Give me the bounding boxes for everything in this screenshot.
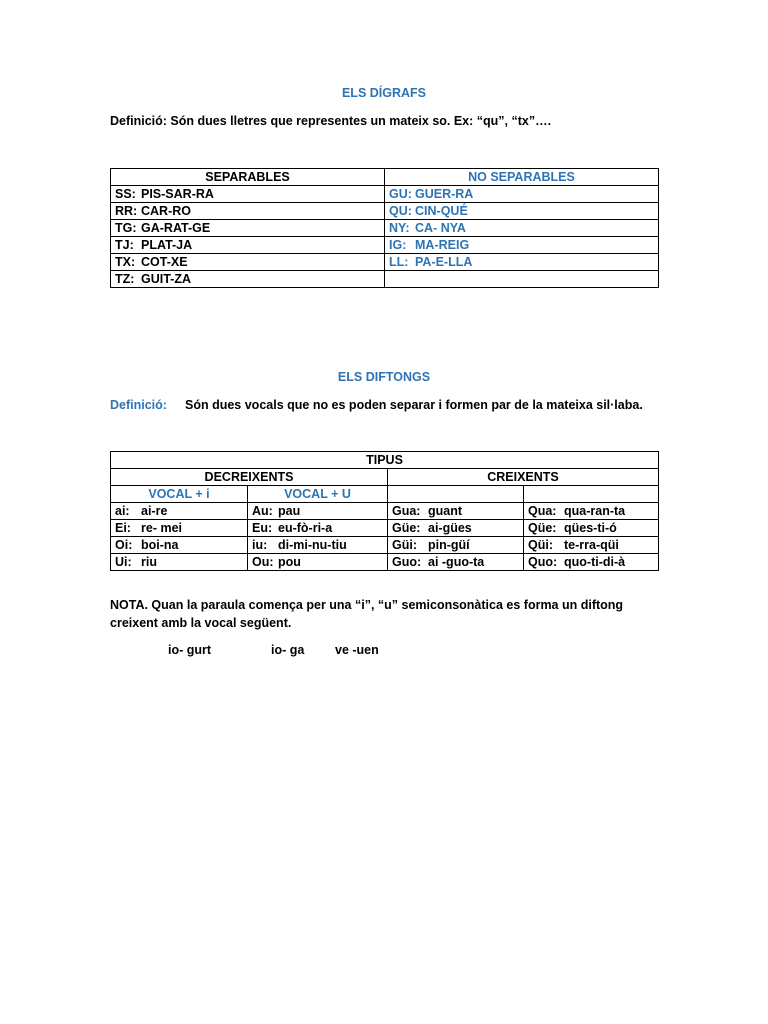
diphthong-cell — [524, 554, 659, 571]
example-word: qua-ran-ta — [564, 504, 626, 518]
example-word: CIN-QUÉ — [415, 204, 468, 218]
example-word: PA-E-LLA — [415, 255, 473, 269]
table-row — [111, 271, 659, 288]
diphthong-key: Güe: — [392, 521, 421, 535]
table-row — [111, 554, 659, 571]
diphthong-key: Ou: — [252, 555, 274, 569]
separable-cell — [111, 186, 385, 203]
table-row — [111, 254, 659, 271]
no-separables-header: NO SEPARABLES — [385, 169, 659, 186]
example-word: guant — [428, 504, 463, 518]
digraph-key: GU: — [389, 187, 412, 201]
digraph-key: TX: — [115, 255, 136, 269]
diphthong-key: Au: — [252, 504, 273, 518]
example-word-ioga: io- ga — [271, 643, 305, 657]
separables-header: SEPARABLES — [111, 169, 385, 186]
table-row — [111, 220, 659, 237]
example-word-iogurt: io- gurt — [168, 643, 212, 657]
example-word: te-rra-qüi — [564, 538, 619, 552]
diphthong-key: Ui: — [115, 555, 132, 569]
digraph-key: QU: — [389, 204, 412, 218]
example-word: GUER-RA — [415, 187, 474, 201]
example-word: riu — [141, 555, 157, 569]
vocal-u-header: VOCAL + U — [248, 486, 388, 503]
digrafs-table — [110, 168, 659, 288]
example-word: GUIT-ZA — [141, 272, 191, 286]
diphthong-cell — [388, 554, 524, 571]
digraph-key: IG: — [389, 238, 407, 252]
diphthong-cell — [248, 554, 388, 571]
nota-line-1: NOTA. Quan la paraula comença per una “i”, “u” semiconsonàtica es forma un diftong — [110, 598, 624, 612]
diphthong-cell — [111, 503, 248, 520]
diphthong-key: Güi: — [392, 538, 417, 552]
diphthong-key: Eu: — [252, 521, 273, 535]
diphthong-key: Ei: — [115, 521, 131, 535]
example-word-veuen: ve -uen — [335, 643, 379, 657]
table-row — [111, 237, 659, 254]
example-word: di-mi-nu-tiu — [278, 538, 347, 552]
subheader-row — [111, 486, 659, 503]
separable-cell — [111, 237, 385, 254]
nota-line-2: creixent amb la vocal següent. — [110, 616, 292, 630]
definition-text: Són dues vocals que no es poden separar i formen par de la mateixa sil·laba. — [185, 398, 643, 412]
separable-cell — [111, 271, 385, 288]
empty-cell — [524, 486, 659, 503]
example-word: pou — [278, 555, 301, 569]
example-word: re- mei — [141, 521, 182, 535]
diphthong-key: Guo: — [392, 555, 422, 569]
diphthong-key: Qüi: — [528, 538, 553, 552]
example-word: GA-RAT-GE — [141, 221, 211, 235]
separable-cell — [111, 220, 385, 237]
example-word: pin-güí — [428, 538, 470, 552]
example-word: COT-XE — [141, 255, 188, 269]
table-row — [111, 503, 659, 520]
diphthong-key: iu: — [252, 538, 268, 552]
table-row — [111, 520, 659, 537]
digrafs-header-row — [111, 169, 659, 186]
digrafs-title: ELS DÍGRAFS — [341, 86, 427, 100]
digrafs-definition: Definició: Són dues lletres que representes un mateix so. Ex: “qu”, “tx”…. — [110, 114, 552, 128]
digraph-key: NY: — [389, 221, 410, 235]
diphthong-cell — [248, 537, 388, 554]
example-word: boi-na — [141, 538, 179, 552]
example-word: PIS-SAR-RA — [141, 187, 214, 201]
example-word: ai -guo-ta — [428, 555, 485, 569]
example-word: eu-fò-ri-a — [278, 521, 333, 535]
no-separable-cell — [385, 237, 659, 254]
diphthong-cell — [388, 503, 524, 520]
example-word: CAR-RO — [141, 204, 191, 218]
diphthong-cell — [248, 520, 388, 537]
creixents-header: CREIXENTS — [388, 469, 659, 486]
separable-cell — [111, 203, 385, 220]
diphthong-key: Oi: — [115, 538, 133, 552]
digraph-key: SS: — [115, 187, 136, 201]
table-row — [111, 186, 659, 203]
digraph-key: LL: — [389, 255, 409, 269]
diphthong-cell — [111, 520, 248, 537]
diphthong-cell — [524, 537, 659, 554]
category-row — [111, 469, 659, 486]
digraph-key: TG: — [115, 221, 137, 235]
example-word: ai-re — [141, 504, 168, 518]
example-word: qües-ti-ó — [564, 521, 617, 535]
vocal-i-header: VOCAL + i — [111, 486, 248, 503]
no-separable-cell — [385, 254, 659, 271]
diphthong-cell — [111, 537, 248, 554]
diftongs-table — [110, 451, 659, 571]
tipus-header: TIPUS — [111, 452, 659, 469]
diftongs-definition — [110, 398, 643, 412]
diphthong-cell — [388, 520, 524, 537]
digraph-key: TJ: — [115, 238, 134, 252]
example-word: PLAT-JA — [141, 238, 193, 252]
diphthong-cell — [248, 503, 388, 520]
diftongs-title: ELS DIFTONGS — [337, 370, 431, 384]
diphthong-cell — [111, 554, 248, 571]
diphthong-key: Qüe: — [528, 521, 557, 535]
table-row — [111, 203, 659, 220]
no-separable-cell — [385, 186, 659, 203]
decreixents-header: DECREIXENTS — [111, 469, 388, 486]
diphthong-cell — [524, 503, 659, 520]
no-separable-cell — [385, 271, 659, 288]
separable-cell — [111, 254, 385, 271]
digraph-key: RR: — [115, 204, 138, 218]
definition-label: Definició: — [110, 398, 167, 412]
diphthong-key: Qua: — [528, 504, 557, 518]
diphthong-cell — [524, 520, 659, 537]
no-separable-cell — [385, 220, 659, 237]
example-word: MA-REIG — [415, 238, 470, 252]
diphthong-cell — [388, 537, 524, 554]
diphthong-key: ai: — [115, 504, 130, 518]
diphthong-key: Gua: — [392, 504, 421, 518]
example-word: pau — [278, 504, 301, 518]
example-word: quo-ti-di-à — [564, 555, 626, 569]
diphthong-key: Quo: — [528, 555, 558, 569]
example-word: ai-gües — [428, 521, 472, 535]
no-separable-cell — [385, 203, 659, 220]
tipus-row — [111, 452, 659, 469]
example-word: CA- NYA — [415, 221, 466, 235]
digraph-key: TZ: — [115, 272, 135, 286]
empty-cell — [388, 486, 524, 503]
table-row — [111, 537, 659, 554]
